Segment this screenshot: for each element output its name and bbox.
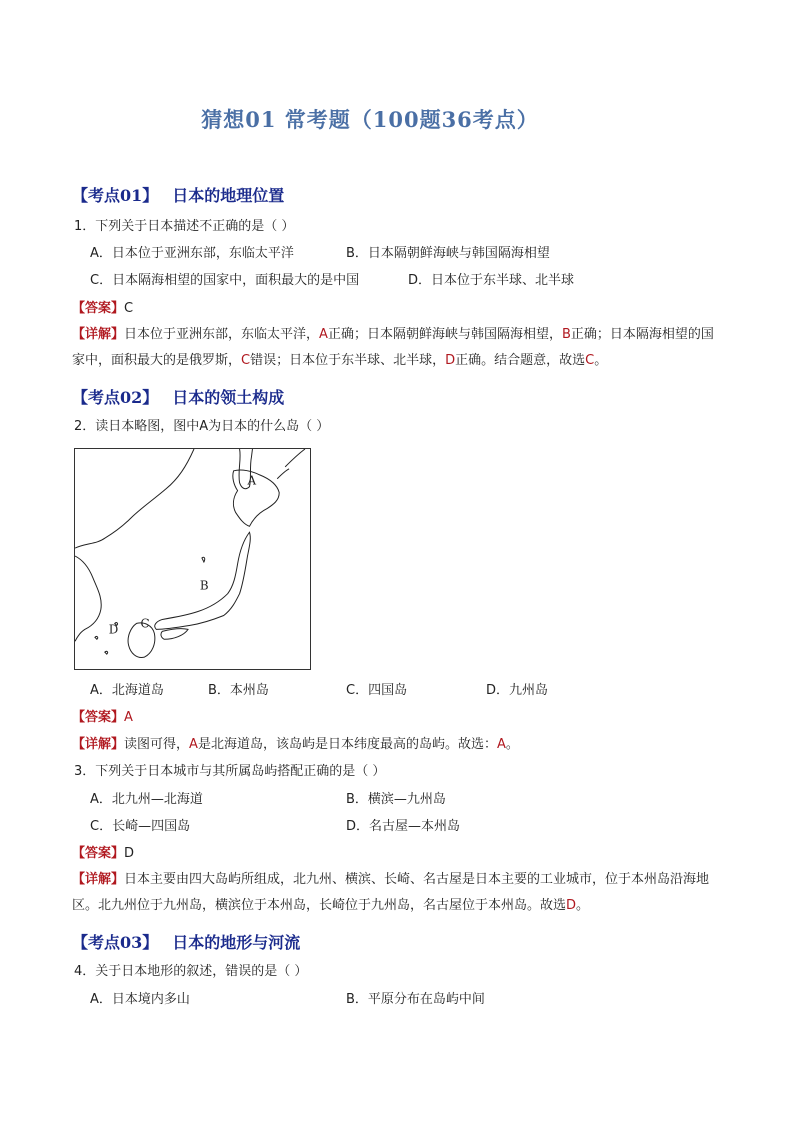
detail-text: 正确；日本隔朝鲜海峡与韩国隔海相望， <box>327 327 562 342</box>
map-label-b: B <box>199 578 209 593</box>
question-3-stem: 3．下列关于日本城市与其所属岛屿搭配正确的是（ ） <box>74 764 386 779</box>
answer-value: D <box>124 846 135 861</box>
question-3-option-b: B．横滨—九州岛 <box>346 792 446 807</box>
question-2-answer <box>72 709 133 727</box>
detail-text: 错误；日本位于东半球、北半球， <box>250 353 446 368</box>
question-3-option-a: A．北九州—北海道 <box>90 792 203 807</box>
detail-highlight: C <box>585 353 595 368</box>
question-4-option-a: A．日本境内多山 <box>90 992 190 1007</box>
answer-label: 【答案】 <box>72 301 125 316</box>
answer-value: A <box>124 710 133 725</box>
detail-label: 【详解】 <box>72 872 125 887</box>
detail-label: 【详解】 <box>72 737 125 752</box>
question-2-option-c: C．四国岛 <box>346 683 408 698</box>
detail-text: 是北海道岛，该岛屿是日本纬度最高的岛屿。故选： <box>197 737 497 752</box>
section-name: 日本的地形与河流 <box>172 933 301 952</box>
section-heading-1 <box>72 183 284 206</box>
question-3-option-d: D．名古屋—本州岛 <box>346 819 461 834</box>
section-tag: 【考点02】 <box>72 388 159 407</box>
question-4-option-b: B．平原分布在岛屿中间 <box>346 992 485 1007</box>
map-label-c: C <box>140 616 150 631</box>
question-3-option-c: C．长崎—四国岛 <box>90 819 191 834</box>
question-3-detail <box>72 867 722 919</box>
question-1-option-a: A．日本位于亚洲东部，东临太平洋 <box>90 246 294 261</box>
detail-highlight: A <box>496 737 506 752</box>
detail-text: 正确。结合题意，故选 <box>455 353 586 368</box>
question-2-option-d: D．九州岛 <box>486 683 549 698</box>
question-3-answer <box>72 845 134 863</box>
japan-map-figure <box>74 448 311 670</box>
answer-label: 【答案】 <box>72 710 125 725</box>
question-2-option-b: B．本州岛 <box>208 683 269 698</box>
detail-label: 【详解】 <box>72 327 125 342</box>
detail-highlight: A <box>189 737 198 752</box>
section-name: 日本的地理位置 <box>172 186 285 205</box>
detail-highlight: D <box>445 353 456 368</box>
section-tag: 【考点03】 <box>72 933 159 952</box>
map-label-a: A <box>247 473 257 488</box>
detail-highlight: A <box>319 327 328 342</box>
section-heading-2 <box>72 385 284 408</box>
detail-text: 正确；日本隔海相望的国家中，面积最大的是俄罗斯， <box>72 327 714 368</box>
detail-highlight: C <box>241 353 251 368</box>
question-1-detail <box>72 322 722 374</box>
section-tag: 【考点01】 <box>72 186 159 205</box>
answer-value: C <box>124 301 134 316</box>
detail-text: 。 <box>576 898 590 913</box>
detail-text: 。 <box>505 737 519 752</box>
section-name: 日本的领土构成 <box>172 388 285 407</box>
detail-highlight: B <box>561 327 571 342</box>
question-2-option-a: A．北海道岛 <box>90 683 164 698</box>
question-1-option-b: B．日本隔朝鲜海峡与韩国隔海相望 <box>346 246 550 261</box>
detail-text: 日本主要由四大岛屿所组成，北九州、横滨、长崎、名古屋是日本主要的工业城市，位于本州岛沿海地区。北九州位于九州岛，横滨位于本州岛，长崎位于九州岛，名古屋位于本州岛。故选 <box>72 872 710 913</box>
section-heading-3 <box>72 930 300 953</box>
question-1-answer <box>72 300 133 318</box>
page-title: 猜想01 常考题（100题36考点） <box>201 107 539 132</box>
question-4-stem: 4．关于日本地形的叙述，错误的是（ ） <box>74 964 308 979</box>
detail-text: 日本位于亚洲东部，东临太平洋， <box>124 327 320 342</box>
answer-label: 【答案】 <box>72 846 125 861</box>
question-2-stem: 2．读日本略图，图中A为日本的什么岛（ ） <box>74 419 330 434</box>
question-2-detail <box>72 736 519 754</box>
question-1-stem: 1．下列关于日本描述不正确的是（ ） <box>74 219 295 234</box>
detail-text: 。 <box>594 353 608 368</box>
question-1-option-d: D．日本位于东半球、北半球 <box>408 273 575 288</box>
question-1-option-c: C．日本隔海相望的国家中，面积最大的是中国 <box>90 273 360 288</box>
detail-text: 读图可得， <box>124 737 190 752</box>
detail-highlight: D <box>566 898 577 913</box>
map-label-d: D <box>108 622 119 637</box>
